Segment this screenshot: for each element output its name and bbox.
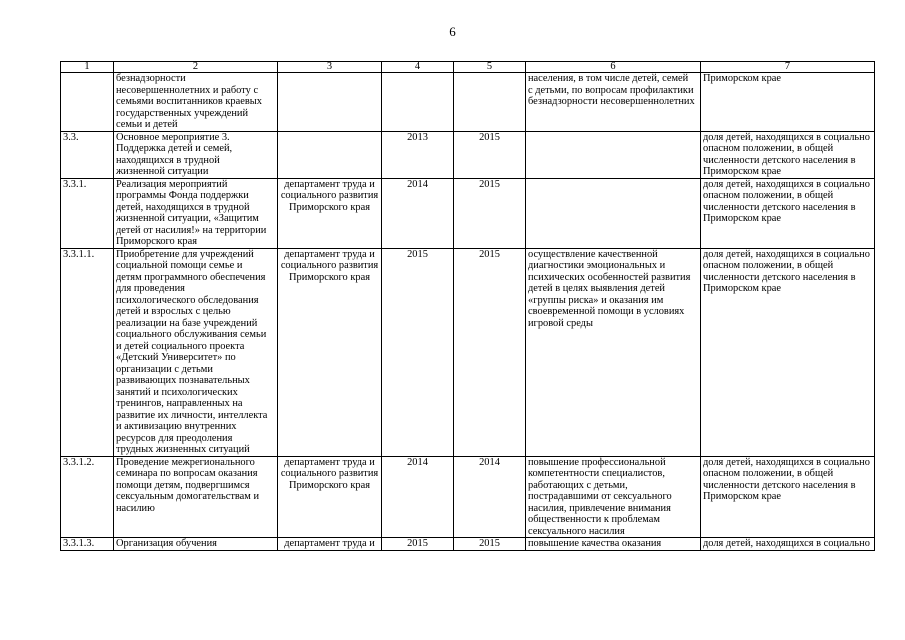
item-result: осуществление качественной диагностики эмоциональных и психических особенностей развития детей в целях выявления детей «группы риска» и оказания им своевременной помощи в условиях игровой среды — [526, 248, 701, 456]
column-number: 4 — [382, 62, 454, 73]
table-row — [61, 248, 875, 456]
column-number: 1 — [61, 62, 114, 73]
item-executor — [278, 73, 382, 132]
item-end-year: 2015 — [454, 248, 526, 456]
item-end-year — [454, 73, 526, 132]
item-start-year: 2015 — [382, 248, 454, 456]
item-indicator: Приморском крае — [701, 73, 875, 132]
table-row — [61, 456, 875, 538]
table-row — [61, 538, 875, 551]
item-executor: департамент труда и социального развития Приморского края — [278, 248, 382, 456]
table-row — [61, 73, 875, 132]
program-table — [60, 61, 875, 551]
table-row — [61, 178, 875, 248]
item-indicator: доля детей, находящихся в социально опасном положении, в общей численности детского населения в Приморском крае — [701, 248, 875, 456]
item-result: населения, в том числе детей, семей с детьми, по вопросам профилактики безнадзорности несовершеннолетних — [526, 73, 701, 132]
item-end-year: 2015 — [454, 131, 526, 178]
item-result: повышение качества оказания — [526, 538, 701, 551]
item-start-year — [382, 73, 454, 132]
column-number: 5 — [454, 62, 526, 73]
item-indicator: доля детей, находящихся в социально — [701, 538, 875, 551]
item-result: повышение профессиональной компетентности специалистов, работающих с детьми, пострадавшими от сексуального насилия, привлечение внимания общественности к проблемам сексуального насилия — [526, 456, 701, 538]
column-number: 3 — [278, 62, 382, 73]
item-name: Основное мероприятие 3. Поддержка детей и семей, находящихся в трудной жизненной ситуации — [114, 131, 278, 178]
item-name: безнадзорности несовершеннолетних и работу с семьями воспитанников краевых государственных учреждений семьи и детей — [114, 73, 278, 132]
item-start-year: 2014 — [382, 456, 454, 538]
item-result — [526, 131, 701, 178]
column-number: 6 — [526, 62, 701, 73]
item-number: 3.3. — [61, 131, 114, 178]
item-executor: департамент труда и социального развития Приморского края — [278, 456, 382, 538]
item-number: 3.3.1.2. — [61, 456, 114, 538]
item-end-year: 2015 — [454, 538, 526, 551]
item-start-year: 2015 — [382, 538, 454, 551]
column-number-row — [61, 62, 875, 73]
column-number: 7 — [701, 62, 875, 73]
page-number: 6 — [449, 24, 456, 39]
item-executor: департамент труда и — [278, 538, 382, 551]
item-indicator: доля детей, находящихся в социально опасном положении, в общей численности детского населения в Приморском крае — [701, 456, 875, 538]
item-end-year: 2014 — [454, 456, 526, 538]
item-end-year: 2015 — [454, 178, 526, 248]
item-result — [526, 178, 701, 248]
item-indicator: доля детей, находящихся в социально опасном положении, в общей численности детского населения в Приморском крае — [701, 178, 875, 248]
item-name: Приобретение для учреждений социальной помощи семье и детям программного обеспечения для проведения психологического обследования детей и взрослых с целью реализации на базе учреждений социального обслуживания семьи и детей социального проекта «Детский Университет» по организации с детьми развивающих познавательных занятий и психологических тренингов, направленных на развитие их личности, интеллекта и активизацию внутренних ресурсов для преодоления трудных жизненных ситуаций — [114, 248, 278, 456]
item-number — [61, 73, 114, 132]
item-name: Реализация мероприятий программы Фонда поддержки детей, находящихся в трудной жизненной ситуации, «Защитим детей от насилия!» на территории Приморского края — [114, 178, 278, 248]
item-name: Проведение межрегионального семинара по вопросам оказания помощи детям, подвергшимся сексуальным домогательствам и насилию — [114, 456, 278, 538]
item-number: 3.3.1.1. — [61, 248, 114, 456]
item-indicator: доля детей, находящихся в социально опасном положении, в общей численности детского населения в Приморском крае — [701, 131, 875, 178]
item-name: Организация обучения — [114, 538, 278, 551]
item-number: 3.3.1. — [61, 178, 114, 248]
item-start-year: 2013 — [382, 131, 454, 178]
table-row — [61, 131, 875, 178]
item-executor — [278, 131, 382, 178]
item-number: 3.3.1.3. — [61, 538, 114, 551]
column-number: 2 — [114, 62, 278, 73]
item-executor: департамент труда и социального развития Приморского края — [278, 178, 382, 248]
item-start-year: 2014 — [382, 178, 454, 248]
